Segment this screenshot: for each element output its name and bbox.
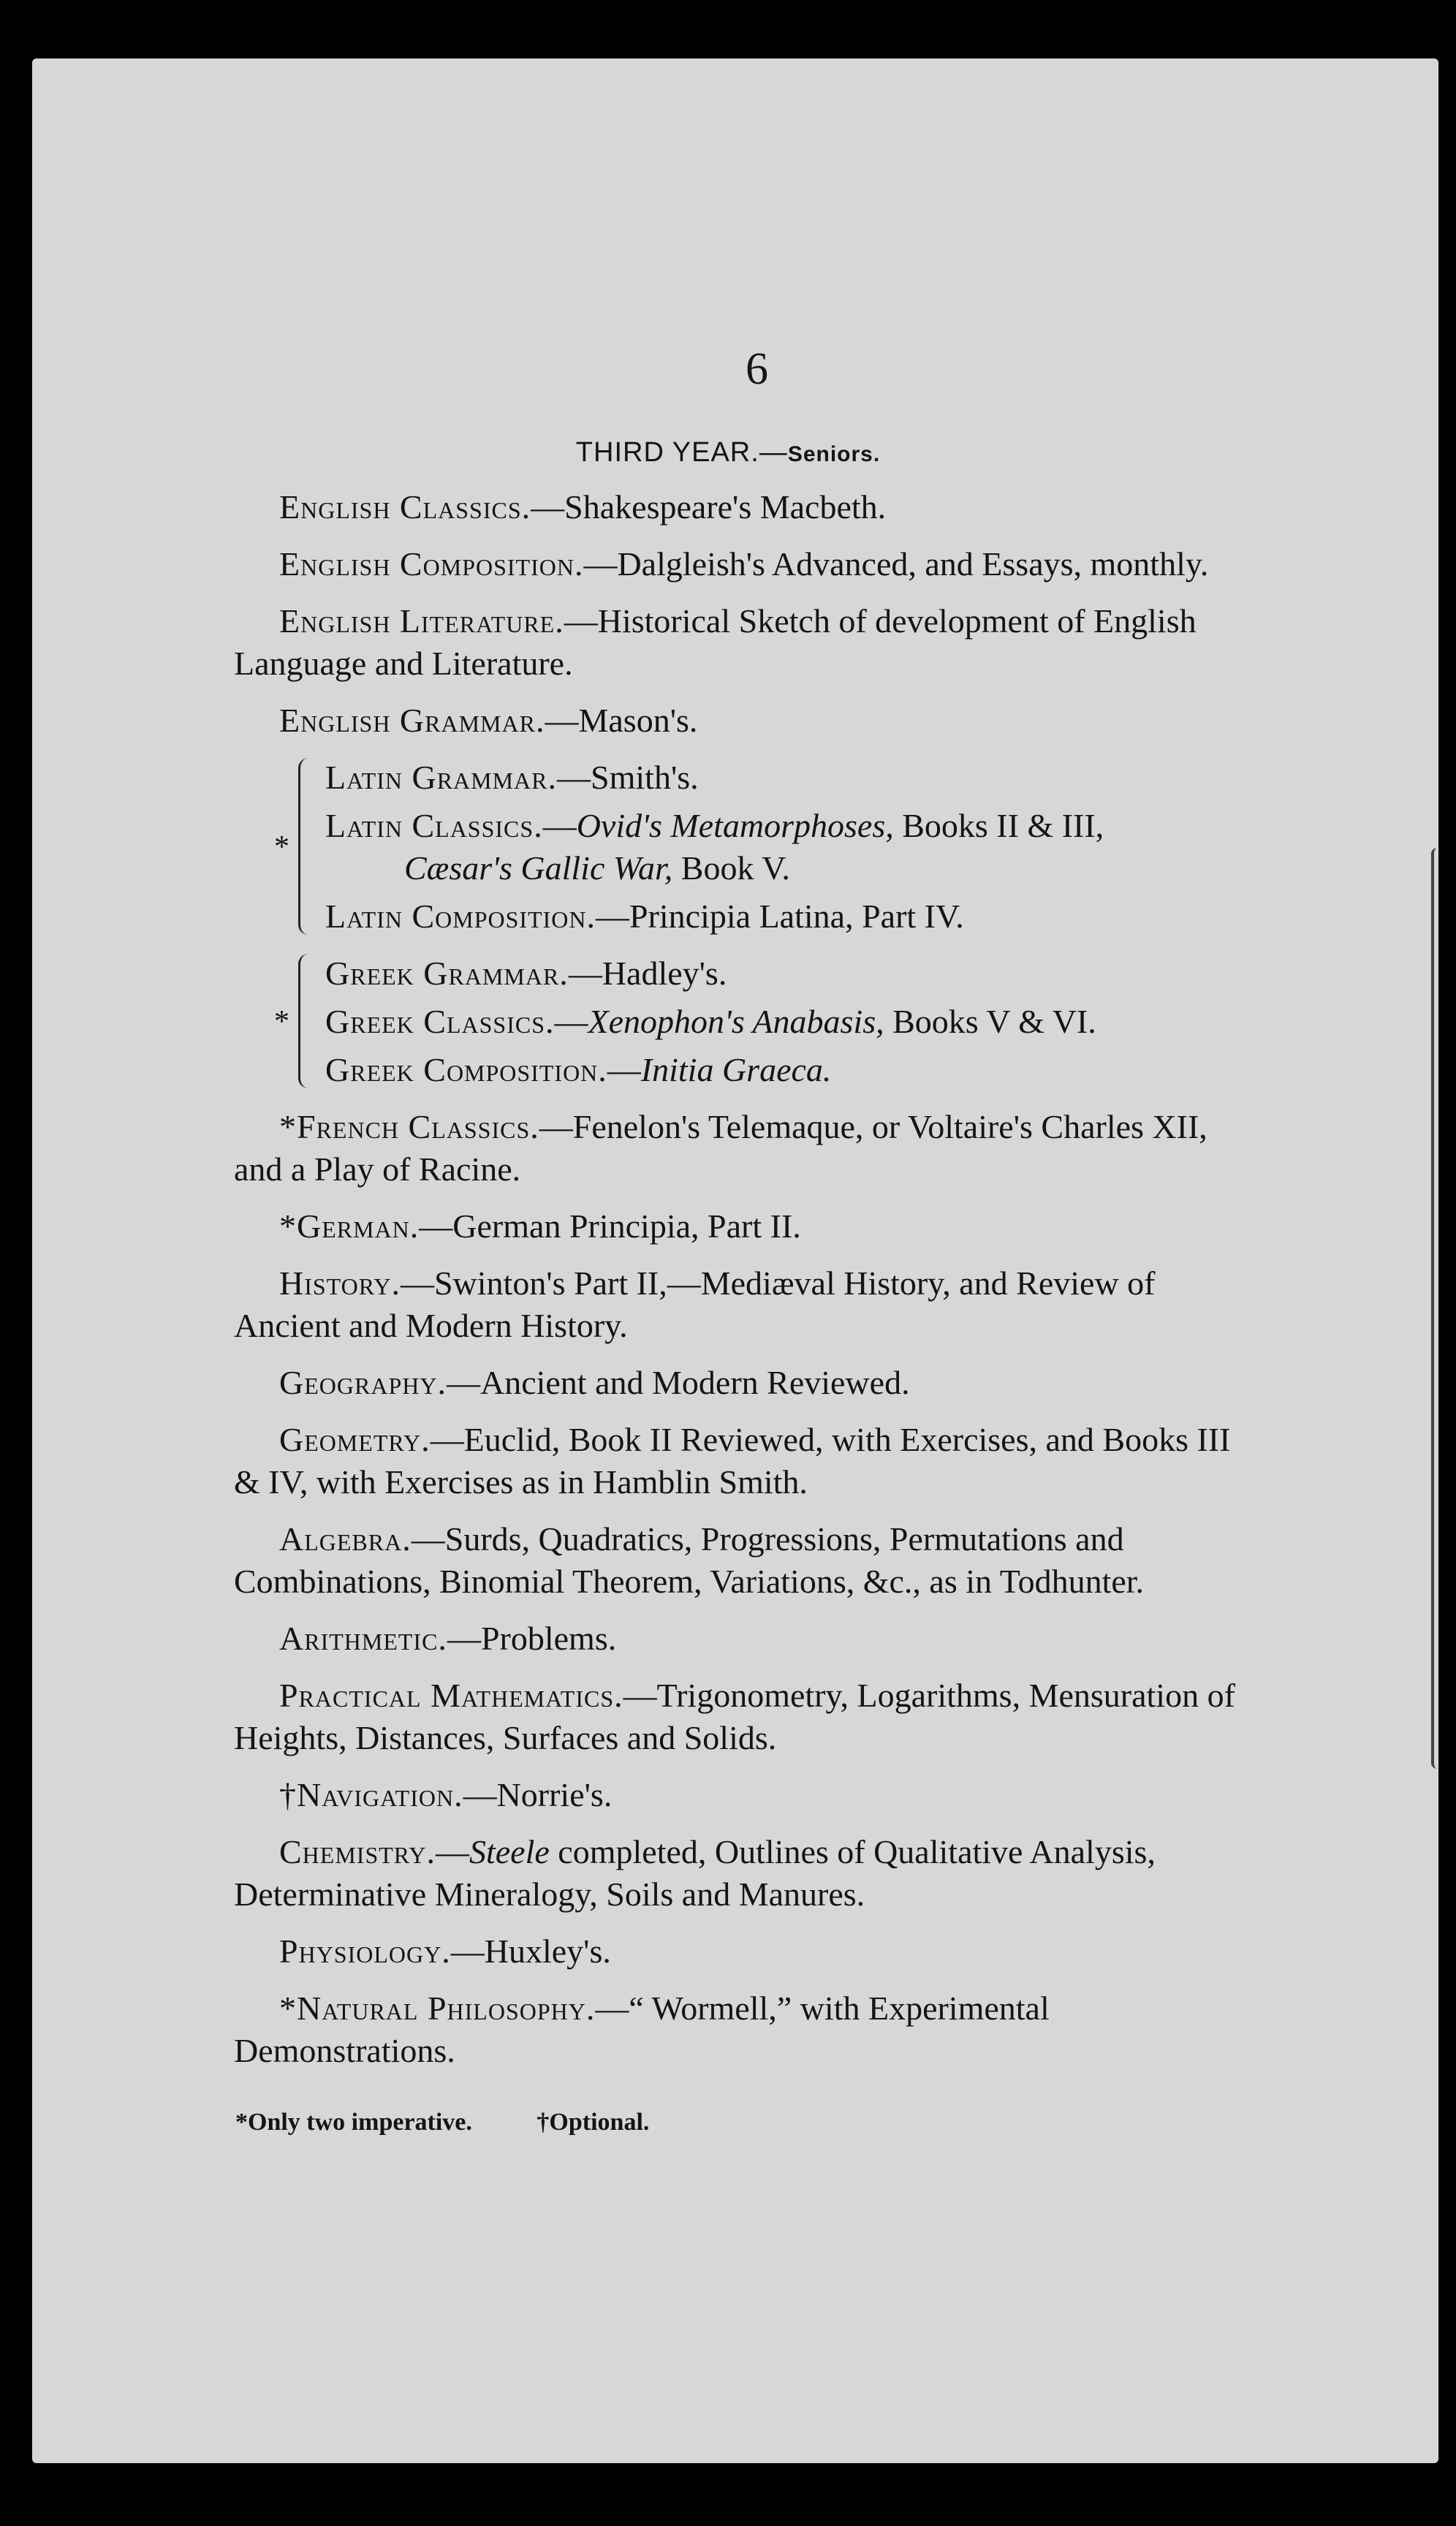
entry-label: *Natural Philosophy. bbox=[279, 1990, 596, 2027]
entry-label: Algebra. bbox=[279, 1520, 412, 1558]
book-title-steele: Steele bbox=[469, 1833, 550, 1870]
entry-greek-grammar bbox=[325, 952, 1250, 995]
entry-label: Arithmetic. bbox=[279, 1620, 447, 1657]
entry-algebra bbox=[234, 1518, 1250, 1603]
entry-greek-composition bbox=[325, 1049, 1250, 1091]
latin-group bbox=[234, 756, 1250, 938]
entry-greek-classics bbox=[325, 1001, 1250, 1043]
entry-french-classics bbox=[234, 1106, 1250, 1191]
entry-label: *German. bbox=[279, 1207, 420, 1245]
entry-arithmetic bbox=[234, 1617, 1250, 1660]
entry-text: —Smith's. bbox=[557, 759, 699, 796]
entry-text: —Norrie's. bbox=[463, 1776, 613, 1813]
entry-label: Geography. bbox=[279, 1364, 447, 1401]
entry-english-composition bbox=[234, 543, 1250, 585]
entry-text: —“ Wormell,” with Experimental Demonstrations. bbox=[234, 1990, 1050, 2069]
entry-label: Greek Classics. bbox=[325, 1003, 555, 1040]
entry-dash: — bbox=[554, 1003, 588, 1040]
book-title-xenophon: Xenophon's Anabasis, bbox=[588, 1003, 884, 1040]
greek-group bbox=[234, 952, 1250, 1091]
entry-label: Practical Mathematics. bbox=[279, 1677, 623, 1714]
entry-label: English Composition. bbox=[279, 545, 584, 583]
book-title-initia: Initia Graeca. bbox=[640, 1051, 832, 1088]
entry-label: *French Classics. bbox=[279, 1108, 539, 1145]
entry-english-literature bbox=[234, 600, 1250, 685]
entry-physiology bbox=[234, 1930, 1250, 1973]
entry-dash: — bbox=[542, 807, 577, 844]
entry-latin-classics bbox=[325, 805, 1250, 890]
entry-label: History. bbox=[279, 1264, 401, 1302]
entry-english-classics bbox=[234, 486, 1250, 528]
footnotes bbox=[235, 2109, 708, 2136]
entry-history bbox=[234, 1262, 1250, 1347]
section-heading bbox=[0, 437, 1456, 469]
entry-geography bbox=[234, 1362, 1250, 1404]
entry-text: —Fenelon's Telemaque, or Voltaire's Charles XII, and a Play of Racine. bbox=[234, 1108, 1207, 1188]
entry-text: —Dalgleish's Advanced, and Essays, monthly. bbox=[583, 545, 1209, 583]
entry-text: —Huxley's. bbox=[450, 1933, 611, 1970]
entry-text: —Problems. bbox=[447, 1620, 617, 1657]
heading-main: THIRD YEAR.— bbox=[575, 437, 788, 468]
footnote-imperative: *Only two imperative. bbox=[235, 2109, 472, 2136]
entry-text: Book V. bbox=[672, 849, 790, 887]
entry-text: —Swinton's Part II,—Mediæval History, and Review of Ancient and Modern History. bbox=[234, 1264, 1156, 1344]
latin-group-marker: * bbox=[274, 830, 289, 864]
book-title-caesar: Cæsar's Gallic War, bbox=[404, 849, 673, 887]
entry-text: —Principia Latina, Part IV. bbox=[596, 898, 964, 935]
entry-label: Latin Composition. bbox=[325, 898, 596, 935]
entry-label: English Classics. bbox=[279, 488, 531, 526]
entry-text: —Surds, Quadratics, Progressions, Permutations and Combinations, Binomial Theorem, Variations, &c., as in Todhunter. bbox=[234, 1520, 1145, 1600]
entry-chemistry bbox=[234, 1831, 1250, 1916]
entry-text: —Ancient and Modern Reviewed. bbox=[446, 1364, 910, 1401]
entry-dash: — bbox=[435, 1833, 469, 1870]
entry-text: —German Principia, Part II. bbox=[419, 1207, 801, 1245]
page-edge-shadow bbox=[1431, 848, 1444, 1769]
entry-latin-composition bbox=[325, 895, 1250, 938]
entry-text: —Mason's. bbox=[545, 702, 698, 739]
entry-label: Latin Classics. bbox=[325, 807, 543, 844]
entry-practical-mathematics bbox=[234, 1674, 1250, 1759]
entry-label: Physiology. bbox=[279, 1933, 451, 1970]
entry-label: Chemistry. bbox=[279, 1833, 436, 1870]
entry-text: Books V & VI. bbox=[884, 1003, 1096, 1040]
entry-label: †Navigation. bbox=[279, 1776, 463, 1813]
entry-label: Greek Composition. bbox=[325, 1051, 607, 1088]
entry-text: —Euclid, Book II Reviewed, with Exercises, and Books III & IV, with Exercises as in Hamblin Smith. bbox=[234, 1421, 1231, 1501]
entry-english-grammar bbox=[234, 699, 1250, 742]
entry-text: completed, Outlines of Qualitative Analysis, Determinative Mineralogy, Soils and Manures. bbox=[234, 1833, 1156, 1913]
greek-group-brace bbox=[298, 954, 311, 1088]
entry-text: Books II & III, bbox=[893, 807, 1104, 844]
entry-geometry bbox=[234, 1419, 1250, 1503]
entry-label: Geometry. bbox=[279, 1421, 431, 1458]
entry-text: —Trigonometry, Logarithms, Mensuration of Heights, Distances, Surfaces and Solids. bbox=[234, 1677, 1235, 1756]
page-number: 6 bbox=[746, 344, 768, 394]
curriculum-list bbox=[234, 486, 1250, 2087]
heading-sub: Seniors. bbox=[787, 442, 881, 466]
entry-german bbox=[234, 1205, 1250, 1248]
entry-text: —Hadley's. bbox=[568, 955, 727, 992]
latin-group-brace bbox=[298, 758, 311, 935]
entry-natural-philosophy bbox=[234, 1987, 1250, 2072]
entry-label: Greek Grammar. bbox=[325, 955, 569, 992]
entry-label: English Grammar. bbox=[279, 702, 545, 739]
entry-label: English Literature. bbox=[279, 602, 564, 640]
entry-label: Latin Grammar. bbox=[325, 759, 558, 796]
entry-dash: — bbox=[607, 1051, 641, 1088]
entry-navigation bbox=[234, 1774, 1250, 1816]
greek-group-marker: * bbox=[274, 1005, 289, 1039]
entry-latin-grammar bbox=[325, 756, 1250, 799]
entry-text: —Historical Sketch of development of English Language and Literature. bbox=[234, 602, 1197, 682]
footnote-optional: †Optional. bbox=[536, 2109, 650, 2136]
entry-text: —Shakespeare's Macbeth. bbox=[531, 488, 887, 526]
book-title-ovid: Ovid's Metamorphoses, bbox=[576, 807, 894, 844]
